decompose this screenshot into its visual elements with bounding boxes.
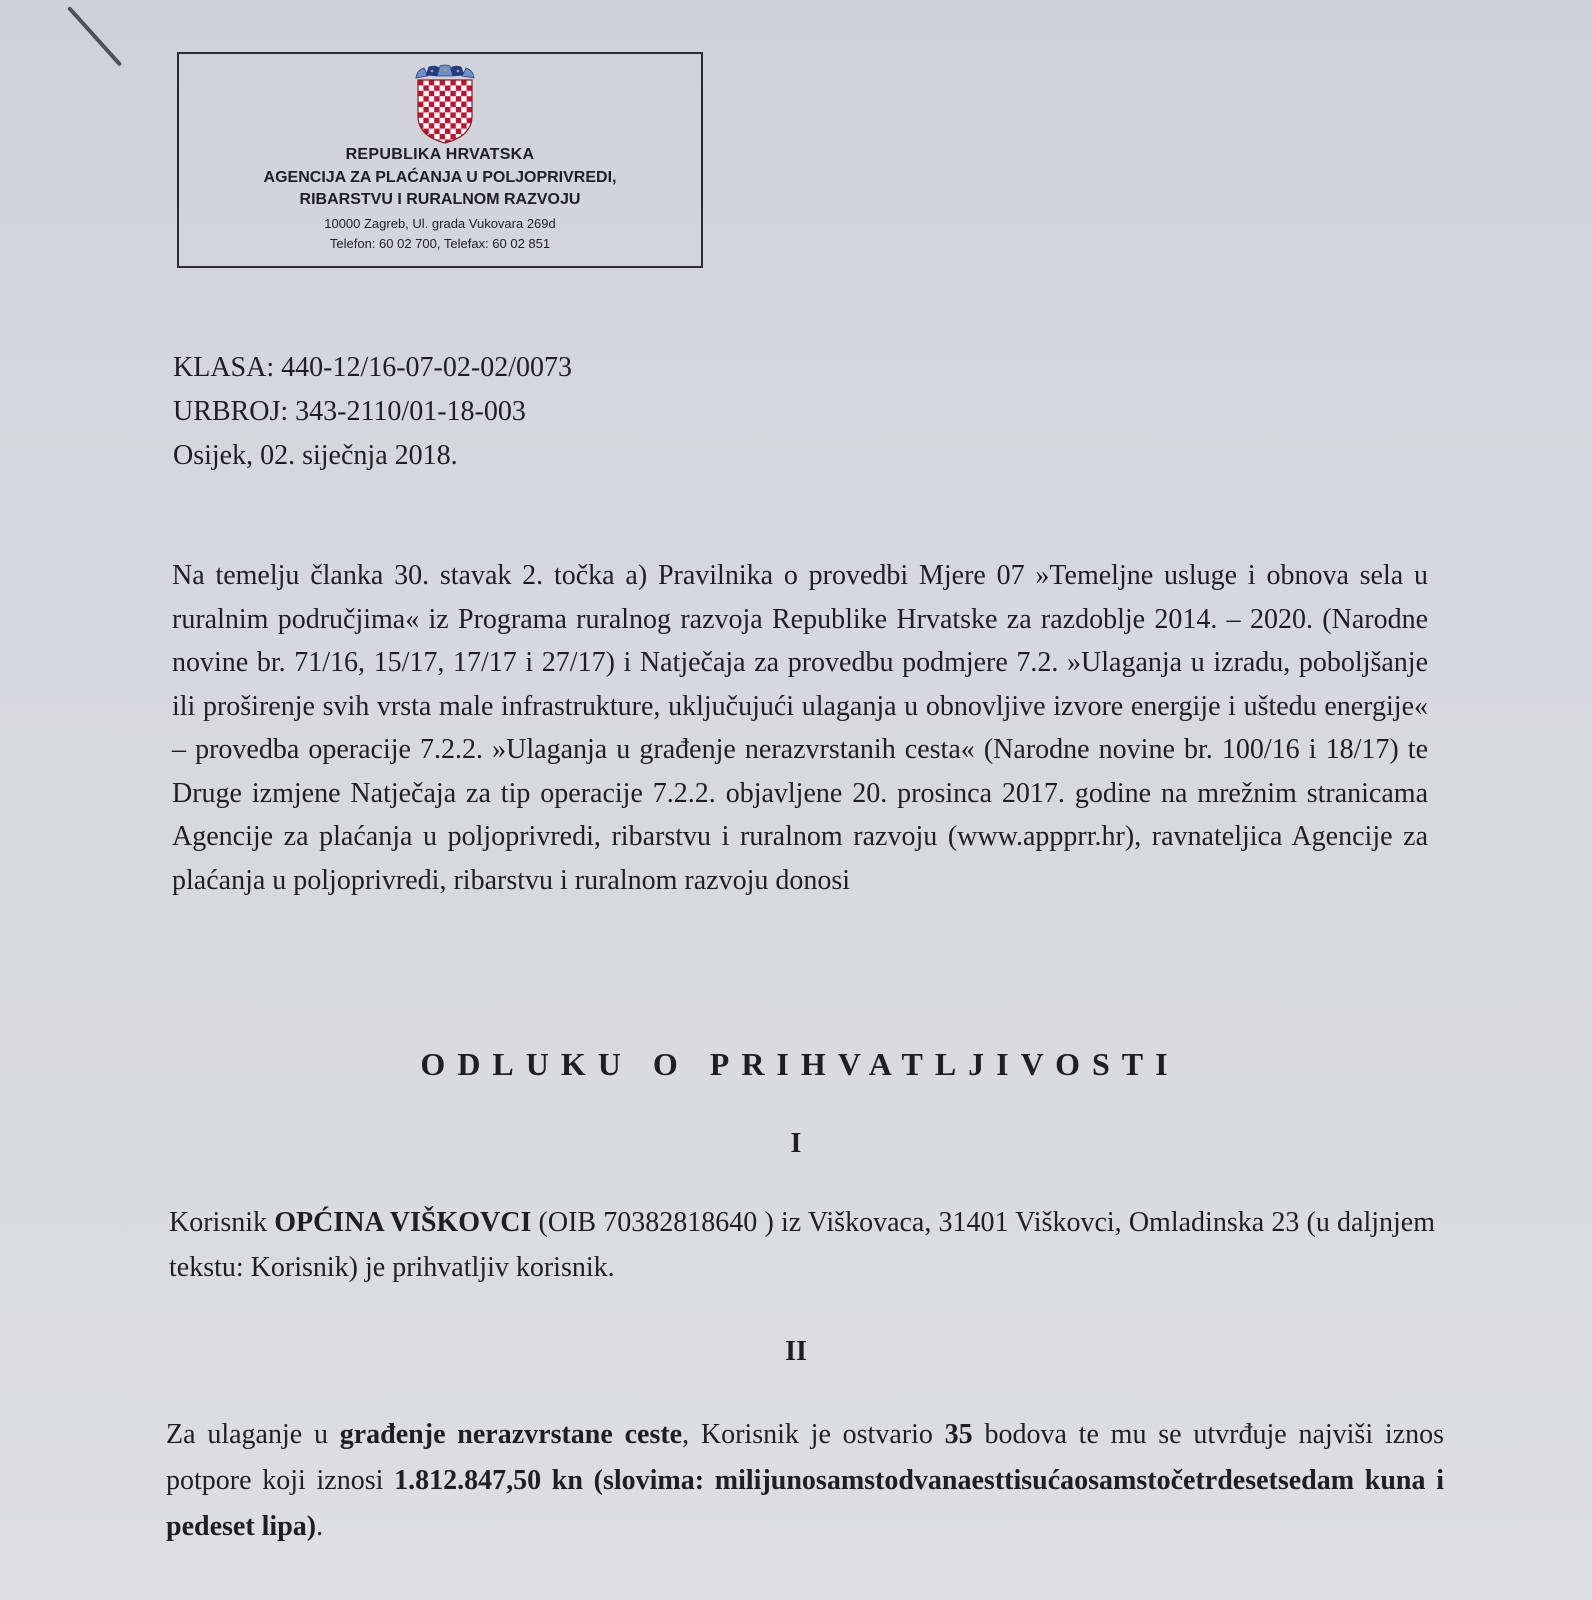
section-numeral-1: I bbox=[790, 1128, 802, 1159]
agency-name-line-1: AGENCIJA ZA PLAĆANJA U POLJOPRIVREDI, bbox=[263, 169, 617, 186]
urbroj-reference: URBROJ: 343-2110/01-18-003 bbox=[173, 396, 526, 427]
beneficiary-paragraph bbox=[169, 1200, 1435, 1290]
beneficiary-name: OPĆINA VIŠKOVCI bbox=[274, 1207, 532, 1238]
croatian-coat-of-arms-icon bbox=[414, 64, 476, 144]
points-value: 35 bbox=[944, 1419, 973, 1450]
closing-period: . bbox=[316, 1511, 324, 1542]
investment-type: građenje nerazvrstane ceste bbox=[339, 1419, 683, 1450]
support-amount: 1.812.847,50 kn (slovima: milijunosamstodvanaesttisućaosamstočetrdesetsedam kuna i pedeset lipa) bbox=[166, 1465, 1444, 1542]
decision-title: ODLUKU O PRIHVATLJIVOSTI bbox=[420, 1046, 1180, 1082]
support-amount-paragraph bbox=[166, 1412, 1444, 1550]
agency-letterhead bbox=[177, 52, 703, 268]
beneficiary-prefix: Korisnik bbox=[169, 1207, 275, 1238]
points-prefix: , Korisnik je ostvario bbox=[682, 1419, 945, 1450]
country-name: REPUBLIKA HRVATSKA bbox=[345, 146, 535, 163]
agency-name-line-2: RIBARSTVU I RURALNOM RAZVOJU bbox=[299, 191, 581, 208]
agency-address: 10000 Zagreb, Ul. grada Vukovara 269d bbox=[324, 216, 556, 231]
legal-basis-paragraph: Na temelju članka 30. stavak 2. točka a) Pravilnika o provedbi Mjere 07 »Temeljne usluge i obnova sela u ruralnim područjima« iz Programa ruralnog razvoja Republike Hrvatske za razdoblje 2014. – 2020. (Narodne novine br. 71/16, 15/17, 17/17 i 27/17) i Natječaja za provedbu podmjere 7.2. »Ulaganja u izradu, poboljšanje ili proširenje svih vrsta male infrastrukture, uključujući ulaganja u obnovljive izvore energije i uštedu energije« – provedba operacije 7.2.2. »Ulaganja u građenje nerazvrstanih cesta« (Narodne novine br. 100/16 i 18/17) te Druge izmjene Natječaja za tip operacije 7.2.2. objavljene 20. prosinca 2017. godine na mrežnim stranicama Agencije za plaćanja u poljoprivredi, ribarstvu i ruralnom razvoju (www.appprr.hr), ravnateljica Agencije za plaćanja u poljoprivredi, ribarstvu i ruralnom razvoju donosi bbox=[172, 560, 1428, 896]
klasa-reference: KLASA: 440-12/16-07-02-02/0073 bbox=[173, 352, 572, 383]
staple-mark bbox=[67, 6, 122, 67]
place-date: Osijek, 02. siječnja 2018. bbox=[173, 440, 458, 471]
section-numeral-2: II bbox=[785, 1336, 807, 1367]
beneficiary-details: (OIB 70382818640 ) iz Viškovaca, 31401 Viškovci, Omladinska 23 (u daljnjem tekstu: Korisnik) je prihvatljiv korisnik. bbox=[169, 1207, 1436, 1283]
agency-phone: Telefon: 60 02 700, Telefax: 60 02 851 bbox=[329, 236, 551, 251]
investment-prefix: Za ulaganje u bbox=[166, 1419, 340, 1450]
amount-prefix: bodova te mu se utvrđuje najviši iznos potpore koji iznosi bbox=[166, 1419, 1445, 1496]
